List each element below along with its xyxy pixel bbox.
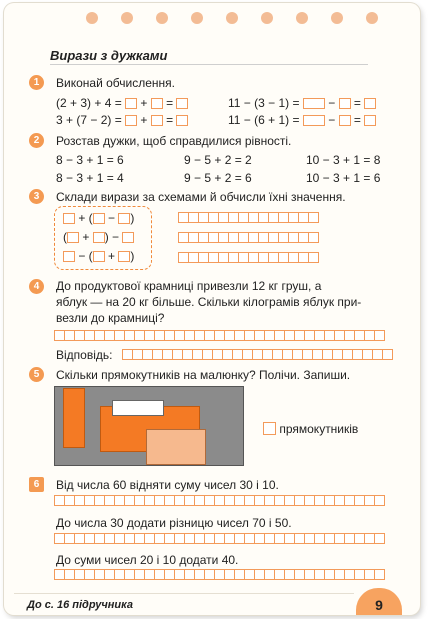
answer-box[interactable] [263,422,276,435]
answer-cells-row[interactable] [178,232,318,243]
figure-rectangle [63,388,85,448]
minus-sign: − [328,96,336,110]
task-1-expression-b1 [228,96,376,110]
scheme-row: + ( − ) [63,211,134,225]
task-1-expression-a1 [56,96,188,110]
task-1-instruction: Виконай обчислення. [56,76,175,90]
answer-box[interactable] [93,251,105,262]
answer-box[interactable] [93,232,105,243]
scheme-row: ( + ) − [63,230,134,244]
expression-text: 11 − (3 − 1) = [228,96,300,110]
task-6-item-2: До числа 30 додати різницю чисел 70 і 50. [56,516,292,530]
plus-sign: + [140,113,148,127]
binder-hole [261,12,273,24]
answer-box[interactable] [122,232,134,243]
binder-hole [191,12,203,24]
answer-cells-row[interactable] [54,533,384,544]
equals-sign: = [166,113,174,127]
figure-rectangle [146,429,206,465]
answer-cells-row[interactable] [178,252,318,263]
task-5-answer [263,422,358,436]
workbook-page [4,3,420,615]
footer-reference: До с. 16 підручника [27,599,133,611]
answer-box[interactable] [125,98,137,109]
answer-box[interactable] [93,213,105,224]
plus-sign: + [140,96,148,110]
expression-schemes [54,206,152,270]
answer-label: Відповідь: [56,348,113,362]
footer-divider [14,593,354,594]
task-number-2: 2 [29,133,44,148]
task-5-instruction: Скільки прямокутників на малюнку? Полічи. Запиши. [56,368,351,382]
task-1-expression-a2 [56,113,188,127]
expression-text: 11 − (6 + 1) = [228,113,300,127]
solution-cells-row[interactable] [54,330,384,341]
task-6-item-3: До суми чисел 20 і 10 додати 40. [56,553,239,567]
answer-cells-row[interactable] [54,569,384,580]
binder-hole [121,12,133,24]
equation: 8 − 3 + 1 = 4 [56,171,124,185]
equals-sign: = [353,96,361,110]
answer-box[interactable] [118,213,130,224]
answer-box[interactable] [63,213,75,224]
task-number-3: 3 [29,189,44,204]
answer-box[interactable] [339,115,351,126]
minus-sign: − [328,113,336,127]
binder-hole [366,12,378,24]
task-number-4: 4 [29,279,44,294]
task-3-instruction: Склади вирази за схемами й обчисли їхні значення. [56,190,346,204]
task-2-instruction: Розстав дужки, щоб справдилися рівності. [56,134,292,148]
answer-cells-row[interactable] [54,495,384,506]
task-number-5: 5 [29,367,44,382]
page-number: 9 [356,588,402,615]
task-4-line-3: везли до крамниці? [56,311,165,325]
task-6-item-1: Від числа 60 відняти суму чисел 30 і 10. [56,478,279,492]
answer-cells-row[interactable] [178,212,318,223]
equals-sign: = [166,96,174,110]
answer-box[interactable] [125,115,137,126]
equation: 10 − 3 + 1 = 8 [306,153,381,167]
task-4-line-2: яблук — на 20 кг більше. Скільки кілограмів яблук при- [56,295,362,309]
binder-hole [156,12,168,24]
page-title: Вирази з дужками [50,48,168,63]
rectangles-figure [54,386,244,466]
answer-box[interactable] [303,98,325,109]
answer-cells-row[interactable] [122,349,392,360]
answer-box[interactable] [176,115,188,126]
task-number-6: 6 [29,477,44,492]
equation: 9 − 5 + 2 = 2 [184,153,252,167]
task-number-1: 1 [29,75,44,90]
expression-text: (2 + 3) + 4 = [56,96,122,110]
answer-box[interactable] [63,251,75,262]
binder-hole [226,12,238,24]
answer-box[interactable] [118,251,130,262]
equation: 10 − 3 + 1 = 6 [306,171,381,185]
figure-rectangle [112,400,164,416]
answer-box[interactable] [364,98,376,109]
binder-hole [331,12,343,24]
answer-box[interactable] [364,115,376,126]
answer-box[interactable] [176,98,188,109]
answer-box[interactable] [339,98,351,109]
answer-suffix: прямокутників [279,422,359,436]
expression-text: 3 + (7 − 2) = [56,113,122,127]
answer-box[interactable] [151,98,163,109]
task-1-expression-b2 [228,113,376,127]
equation: 8 − 3 + 1 = 6 [56,153,124,167]
task-4-line-1: До продуктової крамниці привезли 12 кг груш, а [56,279,322,293]
binder-holes [4,3,420,33]
answer-box[interactable] [151,115,163,126]
binder-hole [86,12,98,24]
answer-box[interactable] [67,232,79,243]
equals-sign: = [353,113,361,127]
equation: 9 − 5 + 2 = 6 [184,171,252,185]
answer-box[interactable] [303,115,325,126]
title-underline [50,64,368,65]
binder-hole [296,12,308,24]
scheme-row: − ( + ) [63,249,134,263]
